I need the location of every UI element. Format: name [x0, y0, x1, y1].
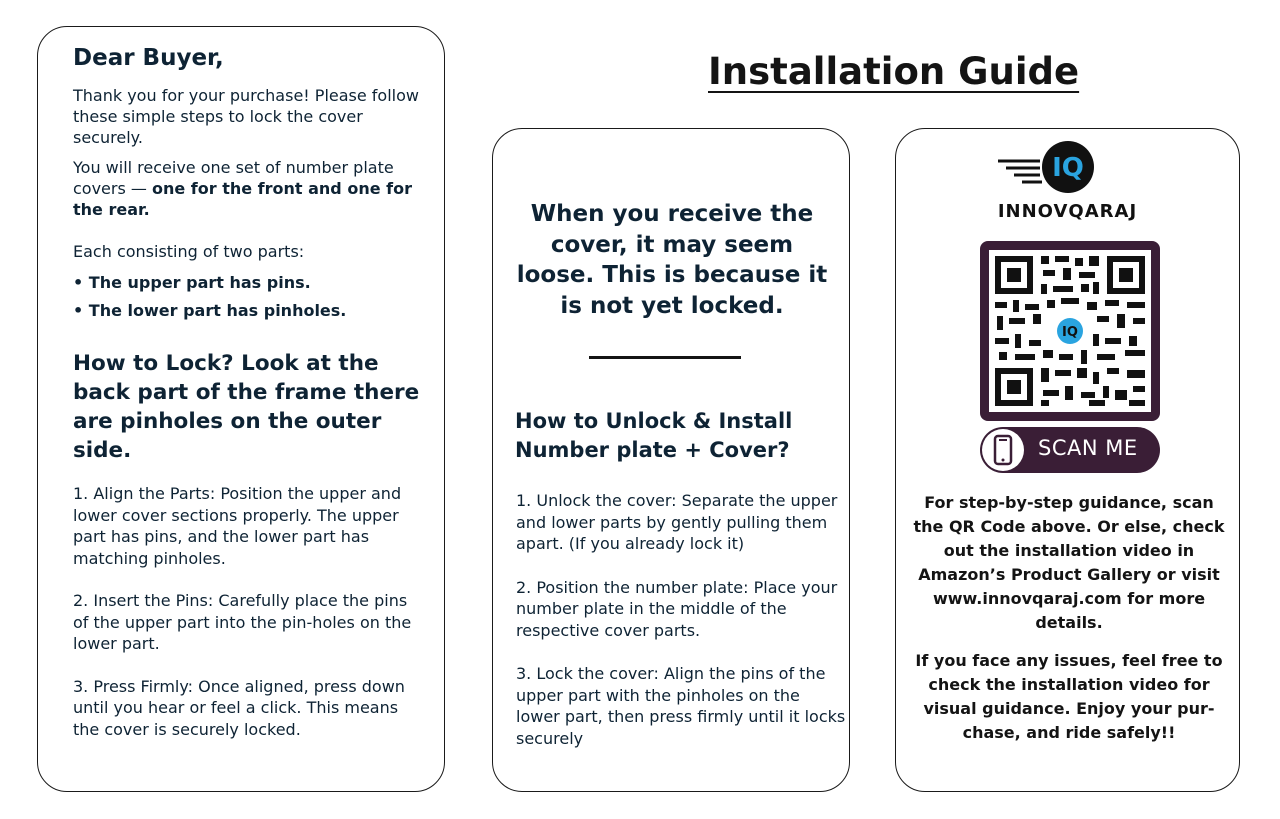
lock-step-2: 2. Insert the Pins: Carefully place the pins of the upper part into the pin-holes on the lower part. [73, 591, 412, 653]
unlock-steps [516, 490, 846, 771]
unlock-step-2: 2. Position the number plate: Place your number plate in the middle of the respective cover parts. [516, 577, 838, 640]
receive-prefix: You will receive one set of number plate covers — [73, 158, 394, 198]
guidance-text: For step-by-step guidance, scan the QR Code above. Or else, check out the installation video in Amazon’s Product Gallery or visit www.innovqaraj.com for more details. [913, 493, 1225, 632]
lock-step-1: 1. Align the Parts: Position the upper and lower cover sections properly. The upper part has pins, and the lower part has matching pinholes. [73, 484, 402, 568]
issues-text: If you face any issues, feel free to check the installation video for visual guidance. Enjoy your pur-chase, and ride safely!! [915, 651, 1223, 742]
receive-text [73, 157, 422, 220]
parts-intro: Each consisting of two parts: [73, 242, 305, 261]
unlock-step-1: 1. Unlock the cover: Separate the upper and lower parts by gently pulling them apart. (If you already lock it) [516, 491, 838, 553]
scan-me-label: SCAN ME [1038, 436, 1138, 460]
receive-bold: one for the front and one for the rear. [73, 179, 412, 219]
logo-mark: IQ [1052, 153, 1084, 183]
scan-me-button[interactable] [980, 427, 1160, 473]
lock-step-3: 3. Press Firmly: Once aligned, press down until you hear or feel a click. This means the cover is securely locked. [73, 676, 405, 739]
greeting: Dear Buyer, [73, 45, 224, 71]
qr-code-icon[interactable] [989, 250, 1151, 412]
unlock-heading: How to Unlock & Install Number plate + Cover? [515, 409, 793, 462]
qr-code-frame [980, 241, 1160, 421]
iq-logo-icon [996, 139, 1106, 199]
page-title: Installation Guide [708, 50, 1080, 93]
brand-name: INNOVQARAJ [997, 201, 1138, 222]
unlock-step-3: 3. Lock the cover: Align the pins of the upper part with the pinholes on the lower part, then press firmly until it locks securely [516, 664, 846, 748]
qr-card [895, 128, 1240, 792]
intro-text: Thank you for your purchase! Please follow these simple steps to lock the cover securely. [73, 86, 419, 147]
welcome-card [37, 26, 445, 792]
unlock-card [492, 128, 850, 792]
lead-text: When you receive the cover, it may seem loose. This is because it is not yet locked. [516, 201, 828, 319]
lock-heading: How to Lock? Look at the back part of the frame there are pinholes on the outer side. [73, 351, 420, 463]
qr-logo-mark: IQ [1062, 325, 1078, 340]
phone-icon [982, 429, 1024, 471]
divider [589, 356, 741, 359]
bullet-upper: • The upper part has pins. [73, 273, 311, 292]
bullet-lower: • The lower part has pinholes. [73, 301, 347, 320]
